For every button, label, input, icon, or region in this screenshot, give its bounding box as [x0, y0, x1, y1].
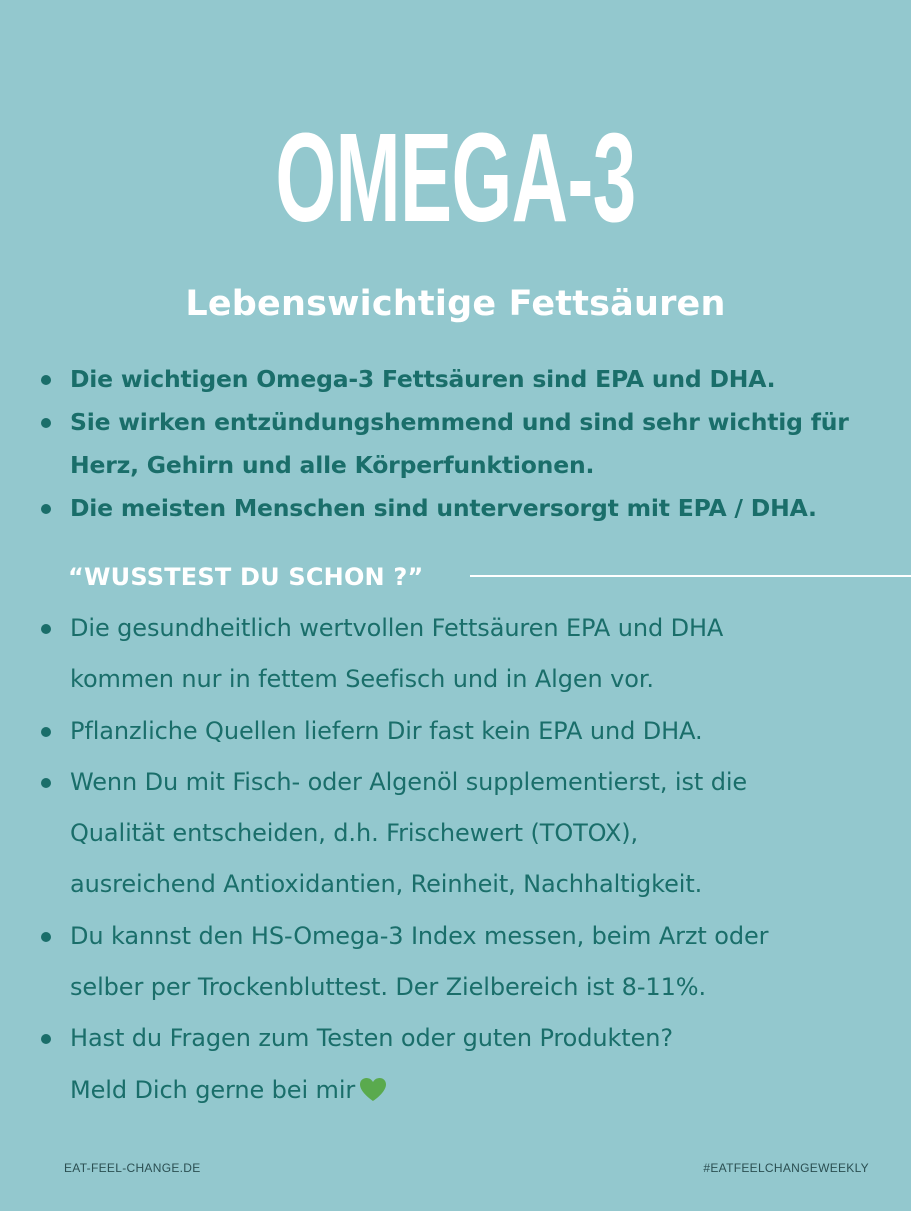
key-points-list	[40, 358, 910, 530]
footer-hashtag: #EATFEELCHANGEWEEKLY	[703, 1161, 869, 1175]
section-divider	[470, 575, 911, 577]
fact-item	[40, 911, 910, 1014]
fact-item	[40, 603, 910, 706]
key-point-text: Die meisten Menschen sind unterversorgt mit EPA / DHA.	[70, 494, 817, 522]
key-point	[40, 487, 910, 530]
key-point	[40, 358, 910, 401]
footer-website: EAT-FEEL-CHANGE.DE	[64, 1161, 201, 1175]
key-point-text: Herz, Gehirn und alle Körperfunktionen.	[70, 451, 595, 479]
fact-text: Hast du Fragen zum Testen oder guten Produkten?	[70, 1024, 674, 1053]
fact-item	[40, 706, 910, 757]
facts-list	[40, 603, 910, 1116]
fact-text: ausreichend Antioxidantien, Reinheit, Nachhaltigkeit.	[70, 870, 703, 899]
key-point-text: Sie wirken entzündungshemmend und sind sehr wichtig für	[70, 408, 849, 436]
fact-item	[40, 757, 910, 911]
fact-text: Du kannst den HS-Omega-3 Index messen, beim Arzt oder	[70, 921, 769, 950]
fact-text: kommen nur in fettem Seefisch und in Algen vor.	[70, 665, 654, 694]
fact-text: selber per Trockenbluttest. Der Zielbereich ist 8-11%.	[70, 973, 706, 1002]
key-point-text: Die wichtigen Omega-3 Fettsäuren sind EPA und DHA.	[70, 365, 776, 393]
page-title: OMEGA-3	[275, 107, 636, 248]
fact-text: Qualität entscheiden, d.h. Frischewert (TOTOX),	[70, 819, 639, 848]
section-title: “WUSSTEST DU SCHON ?”	[68, 563, 424, 591]
fact-text: Meld Dich gerne bei mir	[70, 1075, 356, 1104]
fact-text: Die gesundheitlich wertvollen Fettsäuren EPA und DHA	[70, 614, 724, 642]
fact-text: Pflanzliche Quellen liefern Dir fast kein EPA und DHA.	[70, 716, 703, 745]
fact-text: Wenn Du mit Fisch- oder Algenöl supplementierst, ist die	[70, 767, 748, 796]
key-point	[40, 401, 910, 487]
page-subtitle: Lebenswichtige Fettsäuren	[185, 284, 726, 324]
green-heart-icon	[359, 1077, 387, 1102]
fact-item	[40, 1013, 910, 1116]
